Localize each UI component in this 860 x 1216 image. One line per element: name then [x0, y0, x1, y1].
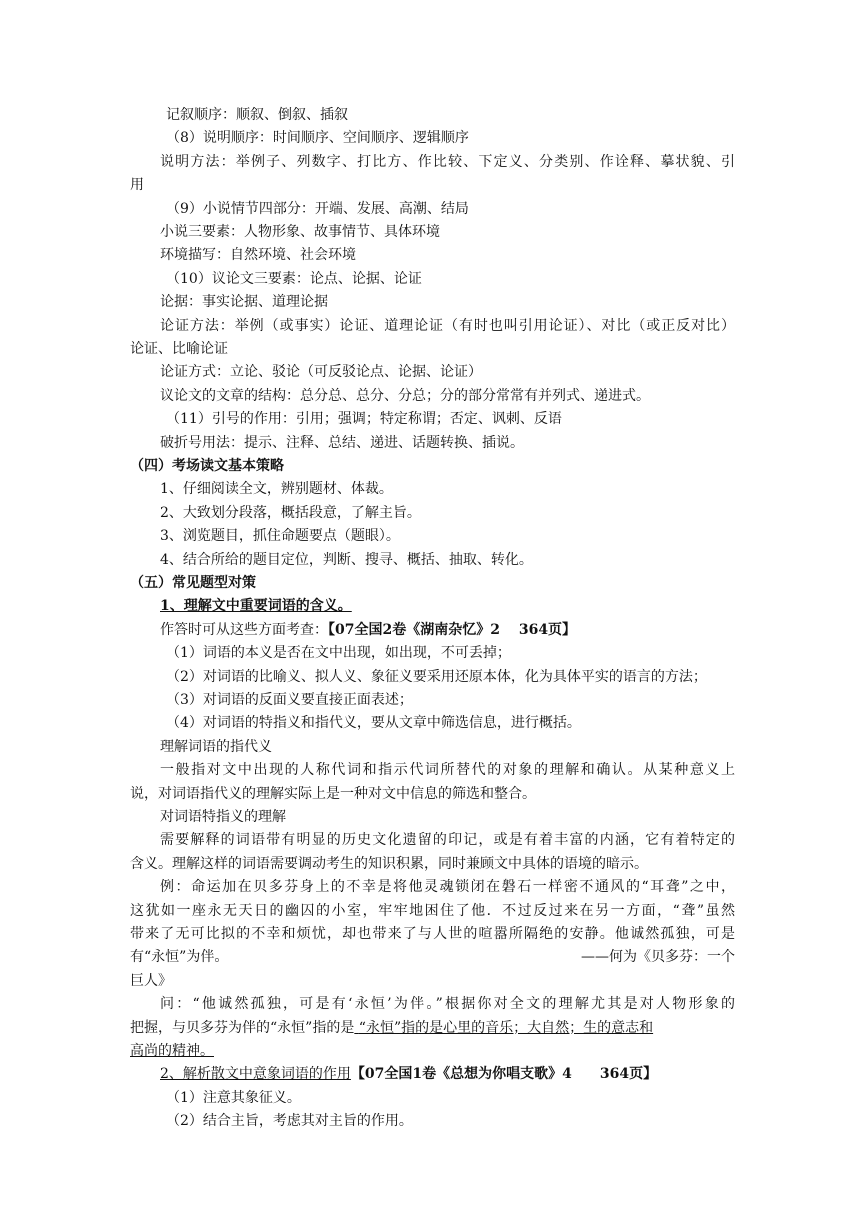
text-line: 小说三要素：人物形象、故事情节、具体环境	[160, 224, 440, 240]
text-line: 问：“他诚然孤独，可是有‘永恒’为伴。”根据你对全文的理解尤其是对人物形象的	[160, 996, 735, 1013]
section-heading: （四）考场读文基本策略	[130, 458, 284, 474]
text-line: 2、大致划分段落，概括段意，了解主旨。	[160, 504, 421, 521]
text-line	[160, 619, 735, 642]
text-line: （3）对词语的反面义要直接正面表述；	[166, 692, 413, 708]
subsection-heading: 1、理解文中重要词语的含义。	[160, 598, 352, 615]
answer-text	[354, 1020, 653, 1036]
subsection-heading: 2、解析散文中意象词语的作用	[160, 1066, 351, 1083]
text-line: 环境描写：自然环境、社会环境	[160, 247, 356, 264]
text-line: 说，对词语指代义的理解实际上是一种对文中信息的筛选和整合。	[130, 785, 536, 802]
text-line: （10）议论文三要素：论点、论据、论证	[166, 270, 422, 287]
text-line: 有“永恒”为伴。	[130, 949, 229, 966]
text-line: 例：命运加在贝多芬身上的不幸是将他灵魂锁闭在磐石一样密不通风的“耳聋”之中，	[160, 879, 735, 896]
text-line: （11）引号的作用：引用；强调；特定称谓；否定、讽刺、反语	[166, 411, 562, 428]
text-line: 一般指对文中出现的人称代词和指示代词所替代的对象的理解和确认。从某种意义上	[160, 762, 735, 779]
text-line: 理解词语的指代义	[160, 738, 272, 755]
text-line: 记叙顺序：顺叙、倒叙、插叙	[166, 107, 348, 123]
text-line: 1、仔细阅读全文，辨别题材、体裁。	[160, 481, 393, 498]
text-line: 议论文的文章的结构：总分总、总分、分总；分的部分常常有并列式、递进式。	[160, 387, 650, 404]
text-line: 对词语特指义的理解	[160, 809, 286, 825]
text-line: （2）结合主旨，考虑其对主旨的作用。	[166, 1113, 413, 1130]
text-line: 4、结合所给的题目定位，判断、搜寻、概括、抽取、转化。	[160, 551, 533, 568]
text-line: 说明方法：举例子、列数字、打比方、作比较、下定义、分类别、作诠释、摹状貌、引	[160, 153, 735, 170]
answer-text-content: “永恒”指的是心里的音乐；大自然；生的意志和	[358, 1019, 654, 1036]
quote-attribution: ——何为《贝多芬：一个	[581, 949, 735, 966]
text-line: （4）对词语的特指义和指代义，要从文章中筛选信息，进行概括。	[166, 715, 581, 732]
text-line: 3、浏览题目，抓住命题要点（题眼）。	[160, 528, 400, 545]
text-line-lead: 作答时可从这些方面考查：	[160, 621, 328, 638]
text-line: （1）词语的本义是否在文中出现，如出现，不可丢掉；	[166, 645, 511, 662]
text-line: 这犹如一座永无天日的幽囚的小室，牢牢地困住了他．不过反过来在另一方面，“聋”虽然	[130, 902, 735, 919]
text-line: 论证、比喻论证	[130, 341, 228, 357]
text-line: 论证方法：举例（或事实）论证、道理论证（有时也叫引用论证）、对比（或正反对比）	[160, 317, 735, 334]
text-line: 带来了无可比拟的不幸和烦忧，却也带来了与人世的喧嚣所隔绝的安静。他诚然孤独，可是	[130, 926, 735, 942]
text-line	[130, 1017, 735, 1040]
section-heading: （五）常见题型对策	[130, 575, 256, 591]
text-line: 论据：事实论据、道理论据	[160, 294, 328, 311]
text-line: 巨人》	[130, 972, 172, 989]
source-reference: 【07全国2卷《湖南杂忆》2 364页】	[328, 621, 577, 638]
question-lead: 把握，与贝多芬为伴的“永恒”指的是	[130, 1019, 355, 1036]
text-line: （8）说明顺序：时间顺序、空间顺序、逻辑顺序	[166, 130, 469, 147]
text-line: 破折号用法：提示、注释、总结、递进、话题转换、插说。	[160, 434, 524, 451]
text-line: 用	[130, 177, 144, 194]
answer-text: 高尚的精神。	[130, 1043, 214, 1059]
text-line: 含义。理解这样的词语需要调动考生的知识积累，同时兼顾文中具体的语境的暗示。	[130, 855, 648, 872]
text-line: （2）对词语的比喻义、拟人义、象征义要采用还原本体，化为具体平实的语言的方法；	[166, 668, 707, 685]
text-line: （1）注意其象征义。	[166, 1089, 301, 1106]
text-line: 论证方式：立论、驳论（可反驳论点、论据、论证）	[160, 364, 482, 381]
text-line	[160, 1063, 735, 1086]
text-line: （9）小说情节四部分：开端、发展、高潮、结局	[166, 200, 469, 217]
source-reference: 【07全国1卷《总想为你唱支歌》4 364页】	[350, 1066, 658, 1083]
text-line: 需要解释的词语带有明显的历史文化遗留的印记，或是有着丰富的内涵，它有着特定的	[160, 832, 735, 849]
